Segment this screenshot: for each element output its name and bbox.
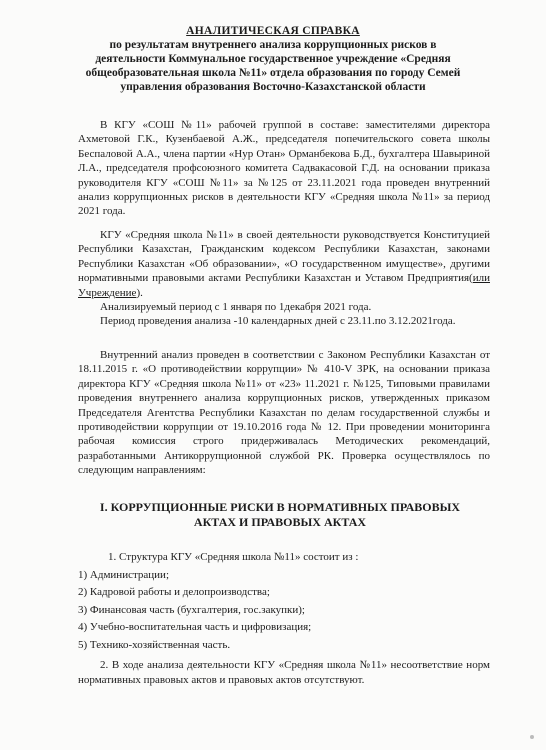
structure-list [78, 549, 490, 654]
section-heading-1 [90, 500, 470, 530]
paragraph-analysis-duration: Период проведения анализа -10 календарных дней с 23.11.по 3.12.2021года. [100, 315, 456, 327]
subtitle-line-4: управления образования Восточно-Казахстанской области [120, 81, 426, 93]
section-heading-1-line-1: I. КОРРУПЦИОННЫЕ РИСКИ В НОРМАТИВНЫХ ПРАВОВЫХ [99, 500, 461, 514]
paragraph-analysis-period: Анализируемый период с 1 января по 1декабря 2021 года. [100, 301, 372, 313]
list-item: 3) Финансовая часть (бухгалтерия, гос.закупки); [78, 603, 305, 616]
paragraph-working-group: В КГУ «СОШ №11» рабочей группой в составе: заместителями директора Ахметовой Г.К., Кузенбаевой А.Ж., председателя попечительского совета школы Беспаловой А.А., члена партии «Нур Отан» Орманбекова Б.Д., бухгалтера Шавыриной Л.А., председателя профсоюзного комитета Садвакасовой Г.Д. на основании приказа руководителя КГУ «СОШ №11» за №125 от 23.11.2021 года проведен внутренний анализ коррупционных рисков в деятельности КГУ «Средняя школа №11» за период 2021 года. [78, 119, 490, 218]
subtitle-line-2: деятельности Коммунальное государственное учреждение «Средняя [95, 53, 451, 65]
section-heading-1-line-2: АКТАХ И ПРАВОВЫХ АКТАХ [193, 515, 367, 529]
list-item: 4) Учебно-воспитательная часть и цифровизация; [78, 621, 312, 633]
subtitle-line-1: по результатам внутреннего анализа коррупционных рисков в [109, 39, 437, 51]
document-title: АНАЛИТИЧЕСКАЯ СПРАВКА [186, 25, 360, 37]
subtitle-line-3: общеобразовательная школа №11» отдела образования по городу Семей [85, 67, 461, 79]
list-item: 5) Технико-хозяйственная часть. [78, 638, 231, 651]
paragraph-conclusion: 2. В ходе анализа деятельности КГУ «Средняя школа №11» несоответствие норм нормативных правовых актов и правовых актов отсутствуют. [78, 659, 490, 686]
paragraph-analysis-basis: Внутренний анализ проведен в соответствии с Законом Республики Казахстан от 18.11.2015 г. «О противодействии коррупции» № 410-V ЗРК, на основании приказа директора КГУ «Средняя школа №11» от «23» 11.2021 г. №125, Типовыми правилами проведения внутреннего анализа коррупционных рисков, утвержденных приказом Председателя Агентства Республики Казахстан по делам государственной службы и противодействии коррупции от 19.10.2016 года № 12. При проведении мониторинга рабочая комиссия строго придерживалась Методических рекомендаций, разработанными Антикоррупционной службой РК. Проверка осуществлялось по следующим направлениям: [78, 349, 490, 477]
paragraph-legal-basis [78, 228, 490, 300]
document-title-block [40, 24, 506, 94]
paragraph-legal-basis-end: ). [136, 286, 143, 299]
list-item: 2) Кадровой работы и делопроизводства; [78, 586, 270, 598]
list-item: 1) Администрации; [78, 568, 169, 581]
paragraph-legal-basis-text: КГУ «Средняя школа №11» в своей деятельности руководствуется Конституцией Республики Казахстан, Гражданским кодексом Республики Казахстан, законами Республики Казахстан «Об образовании», «О государственном имуществе», другими нормативными правовыми актами Республики Казахстан и Уставом Предприятия( [78, 229, 490, 285]
scan-artifact [530, 735, 534, 739]
underlined-institution-note: или Учреждение [78, 272, 490, 299]
structure-list-lead: 1. Структура КГУ «Средняя школа №11» состоит из : [108, 551, 359, 563]
